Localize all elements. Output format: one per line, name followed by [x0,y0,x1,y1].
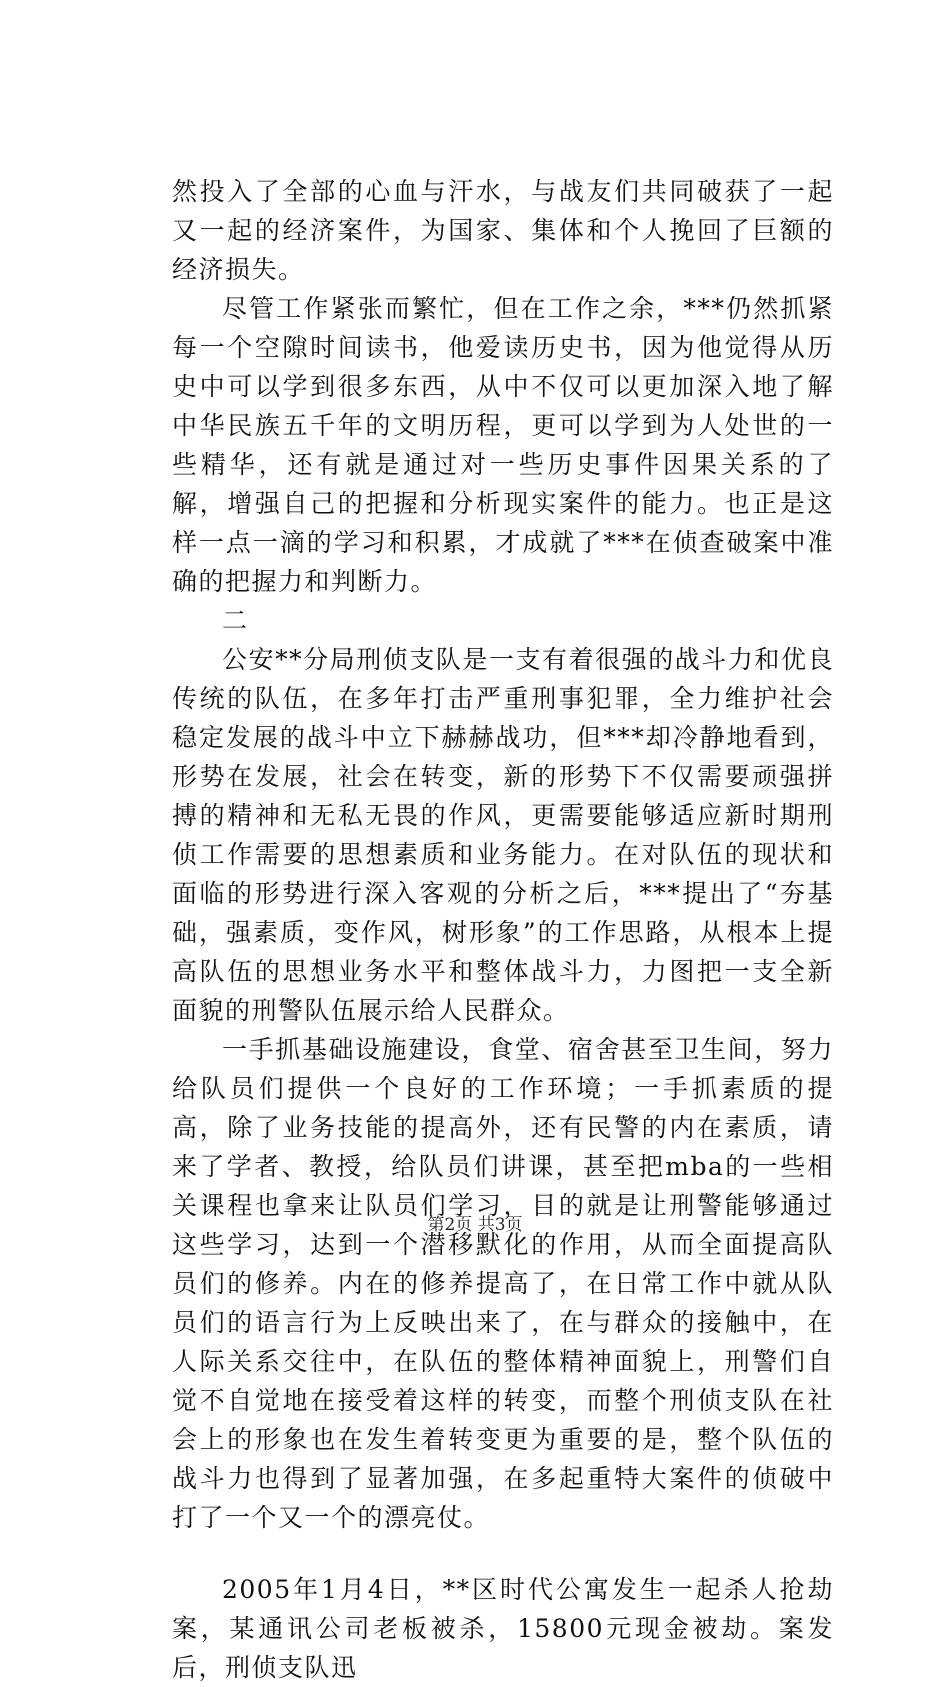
paragraph-case-2005: 2005年1月4日，**区时代公寓发生一起杀人抢劫案，某通讯公司老板被杀，15800元现金被劫。案发后，刑侦支队迅 [172,1575,834,1682]
paragraph-continued: 然投入了全部的心血与汗水，与战友们共同破获了一起又一起的经济案件，为国家、集体和个人挽回了巨额的经济损失。 [172,177,834,284]
document-body [172,172,834,1687]
paragraph-reading-habit: 尽管工作紧张而繁忙，但在工作之余，***仍然抓紧每一个空隙时间读书，他爱读历史书，因为他觉得从历史中可以学到很多东西，从中不仅可以更加深入地了解中华民族五千年的文明历程，更可以学到为人处世的一些精华，还有就是通过对一些历史事件因果关系的了解，增强自己的把握和分析现实案件的能力。也正是这样一点一滴的学习和积累，才成就了***在侦查破案中准确的把握力和判断力。 [172,294,834,596]
paragraph-infrastructure: 一手抓基础设施建设，食堂、宿舍甚至卫生间，努力给队员们提供一个良好的工作环境；一手抓素质的提高，除了业务技能的提高外，还有民警的内在素质，请来了学者、教授，给队员们讲课，甚至把mba的一些相关课程也拿来让队员们学习，目的就是让刑警能够通过这些学习，达到一个潜移默化的作用，从而全面提高队员们的修养。内在的修养提高了，在日常工作中就从队员们的语言行为上反映出来了，在与群众的接触中，在人际关系交往中，在队伍的整体精神面貌上，刑警们自觉不自觉地在接受着这样的转变，而整个刑侦支队在社会上的形象也在发生着转变更为重要的是，整个队伍的战斗力也得到了显著加强，在多起重特大案件的侦破中打了一个又一个的漂亮仗。 [172,1035,834,1532]
paragraph-team-building: 公安**分局刑侦支队是一支有着很强的战斗力和优良传统的队伍，在多年打击严重刑事犯罪，全力维护社会稳定发展的战斗中立下赫赫战功，但***却冷静地看到，形势在发展，社会在转变，新的形势下不仅需要顽强拼搏的精神和无私无畏的作风，更需要能够适应新时期刑侦工作需要的思想素质和业务能力。在对队伍的现状和面临的形势进行深入客观的分析之后，***提出了“夯基础，强素质，变作风，树形象”的工作思路，从根本上提高队伍的思想业务水平和整体战斗力，力图把一支全新面貌的刑警队伍展示给人民群众。 [172,645,834,1025]
page-footer: 第2页 共3页 [427,1215,523,1235]
section-heading-two: 二 [222,606,249,635]
